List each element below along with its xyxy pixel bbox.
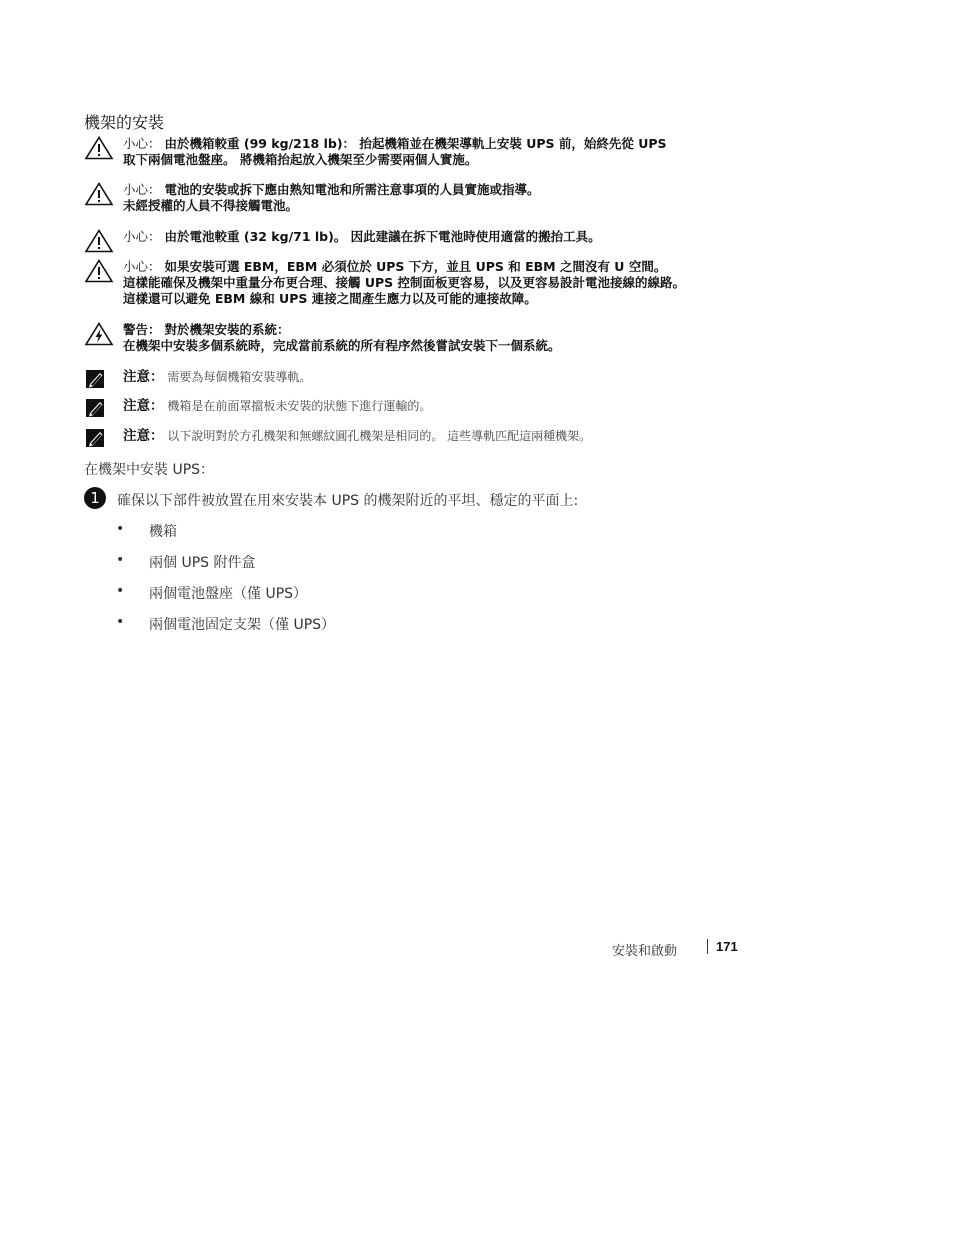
- notice-line: 在機架中安裝多個系統時，完成當前系統的所有程序然後嘗試安裝下一個系統。: [123, 338, 561, 353]
- notice-label: 警告：: [123, 322, 161, 337]
- notice-label: 小心：: [123, 182, 161, 197]
- note-label: 注意：: [123, 398, 164, 414]
- note-pencil-icon: [84, 398, 114, 422]
- notice-line: 由於機箱較重 (99 kg/218 lb)： 抬起機箱並在機架導軌上安裝 UPS 前，始終先從 UPS: [164, 136, 667, 151]
- caution-icon: [84, 229, 114, 253]
- notice-line: 這樣能確保及機架中重量分布更合理、接觸 UPS 控制面板更容易，以及更容易設計電池接線的線路。: [123, 275, 686, 290]
- caution-icon: [84, 136, 114, 160]
- notice-line: 對於機架安裝的系統：: [164, 322, 290, 337]
- notice-line: 電池的安裝或拆下應由熟知電池和所需注意事項的人員實施或指導。: [164, 182, 540, 197]
- notice-line: 這樣還可以避免 EBM 線和 UPS 連接之間產生應力以及可能的連接故障。: [123, 291, 537, 306]
- notice-line: 如果安裝可選 EBM，EBM 必須位於 UPS 下方，並且 UPS 和 EBM 之間沒有 U 空間。: [164, 259, 667, 274]
- page-heading: 機架的安裝: [84, 113, 165, 132]
- intro-text: 在機架中安裝 UPS：: [84, 462, 215, 478]
- list-item-text: 兩個電池盤座（僅 UPS）: [149, 586, 308, 602]
- notice-line: 由於電池較重 (32 kg/71 lb)。 因此建議在拆下電池時使用適當的搬抬工具。: [164, 229, 601, 244]
- warning-electrical-icon: [84, 322, 114, 346]
- notice-label: 小心：: [123, 229, 161, 244]
- step-number-badge: 1: [84, 487, 106, 509]
- notice-label: 小心：: [123, 136, 161, 151]
- note-pencil-icon: [84, 369, 114, 393]
- bullet-icon: •: [116, 521, 125, 537]
- caution-icon: [84, 259, 114, 283]
- list-item-text: 機箱: [149, 524, 177, 540]
- notice-line: 未經授權的人員不得接觸電池。: [123, 198, 299, 213]
- bullet-icon: •: [116, 583, 125, 599]
- note-pencil-icon: [84, 428, 114, 452]
- note-label: 注意：: [123, 428, 164, 444]
- footer-divider: [707, 939, 708, 954]
- page-number: 171: [716, 939, 738, 954]
- bullet-icon: •: [116, 614, 125, 630]
- footer-section-title: 安裝和啟動: [612, 944, 678, 959]
- list-item-text: 兩個 UPS 附件盒: [149, 555, 256, 571]
- note-label: 注意：: [123, 369, 164, 385]
- step-text: 確保以下部件被放置在用來安裝本 UPS 的機架附近的平坦、穩定的平面上:: [117, 493, 579, 509]
- bullet-icon: •: [116, 552, 125, 568]
- notice-line: 取下兩個電池盤座。 將機箱抬起放入機架至少需要兩個人實施。: [123, 152, 478, 167]
- caution-icon: [84, 182, 114, 206]
- note-text: 需要為每個機箱安裝導軌。: [167, 370, 312, 384]
- note-text: 機箱是在前面罩擋板未安裝的狀態下進行運輸的。: [167, 399, 432, 413]
- notice-label: 小心：: [123, 259, 161, 274]
- note-text: 以下說明對於方孔機架和無螺紋圓孔機架是相同的。 這些導軌匹配這兩種機架。: [167, 429, 592, 443]
- list-item-text: 兩個電池固定支架（僅 UPS）: [149, 617, 336, 633]
